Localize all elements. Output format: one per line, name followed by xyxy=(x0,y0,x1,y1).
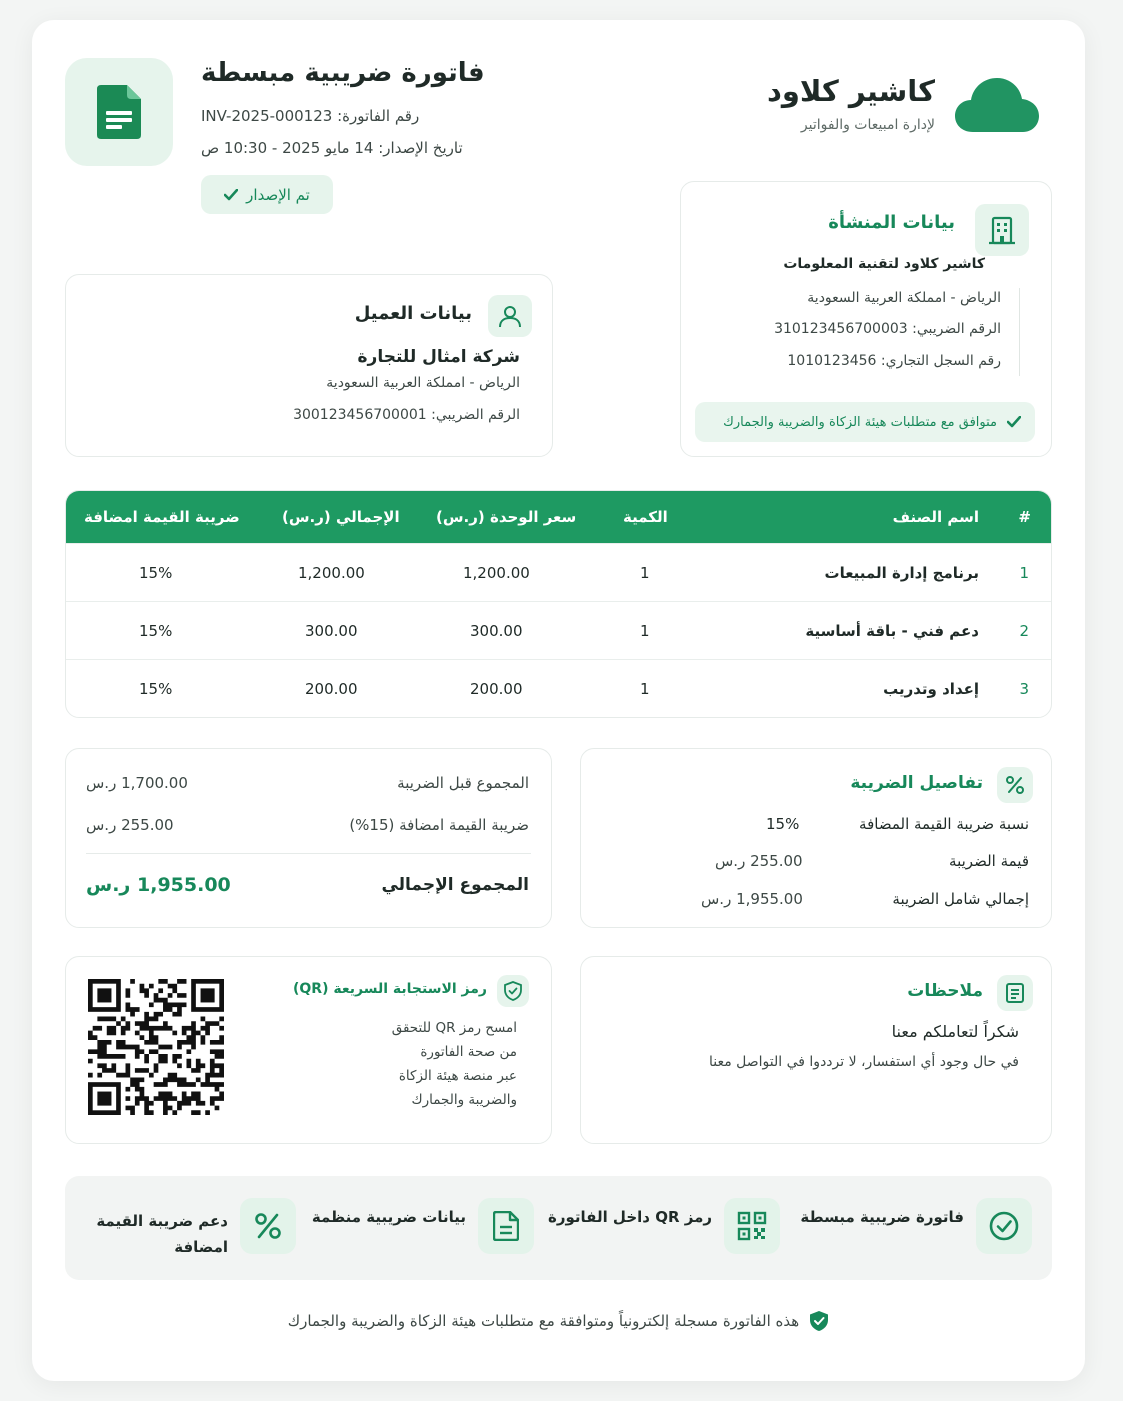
features-strip xyxy=(65,1176,1052,1280)
invoice-title: فاتورة ضريبية مبسطة xyxy=(201,58,485,88)
row-index: 2 xyxy=(1019,622,1029,640)
subtotal-label: المجموع قبل الضريبة xyxy=(397,774,529,792)
subtotal-value: 1,700.00 ر.س xyxy=(86,774,188,792)
check-circle-icon xyxy=(976,1198,1032,1254)
header-qty: الكمية xyxy=(623,508,668,526)
user-icon xyxy=(488,295,532,337)
grand-total-label: المجموع الإجمالي xyxy=(381,875,529,895)
qr-code-icon xyxy=(724,1198,780,1254)
establishment-title: بيانات المنشأة xyxy=(828,212,955,233)
row-vat: 15% xyxy=(139,680,173,698)
building-icon xyxy=(975,204,1029,256)
notes-icon xyxy=(997,975,1033,1011)
row-vat: 15% xyxy=(139,622,173,640)
customer-address: الرياض - امملكة العربية السعودية xyxy=(326,375,520,391)
invoice-number-row xyxy=(201,107,419,125)
shield-check-icon xyxy=(809,1310,829,1332)
row-qty: 1 xyxy=(640,622,650,640)
feature-label: دعم ضريبة القيمة امضافة xyxy=(96,1212,228,1256)
status-label: تم الإصدار xyxy=(246,185,310,204)
divider xyxy=(1019,288,1020,376)
invoice-date-label: تاريخ الإصدار: xyxy=(378,139,463,157)
table-row xyxy=(66,601,1051,659)
qr-line: امسح رمز QR للتحقق xyxy=(391,1020,517,1036)
row-index: 1 xyxy=(1019,564,1029,582)
invoice-number-label: رقم الفاتورة: xyxy=(337,107,420,125)
vat-value: 255.00 ر.س xyxy=(86,816,174,834)
qr-line: عبر منصة هيئة الزكاة xyxy=(398,1068,517,1084)
items-table xyxy=(65,490,1052,718)
row-total: 1,200.00 xyxy=(298,564,365,582)
row-index: 3 xyxy=(1019,680,1029,698)
customer-tax-label: الرقم الضريبي: xyxy=(431,407,520,423)
compliance-text: متوافق مع متطلبات هيئة الزكاة والضريبة والجمارك xyxy=(723,414,997,430)
qr-line: من صحة الفاتورة xyxy=(420,1044,517,1060)
footer-text: هذه الفاتورة مسجلة إلكترونياً ومتوافقة مع متطلبات هيئة الزكاة والضريبة والجمارك xyxy=(287,1312,800,1330)
grand-total-value: 1,955.00 ر.س xyxy=(86,874,231,896)
header-item: اسم الصنف xyxy=(892,508,979,526)
row-item: برنامج إدارة المبيعات xyxy=(824,564,979,582)
invoice-page xyxy=(32,20,1085,1381)
row-unit-price: 300.00 xyxy=(470,622,523,640)
establishment-card xyxy=(680,181,1052,457)
row-qty: 1 xyxy=(640,564,650,582)
establishment-name: كاشير كلاود لتقنية المعلومات xyxy=(783,256,985,272)
notes-thanks: شكراً لتعاملكم معنا xyxy=(891,1022,1019,1041)
row-item: إعداد وتدريب xyxy=(883,680,979,698)
establishment-cr-row xyxy=(787,353,1001,369)
row-total: 200.00 xyxy=(305,680,358,698)
brand-tagline: لإدارة امبيعات والفواتير xyxy=(800,117,935,133)
compliance-badge xyxy=(695,402,1035,442)
qr-card xyxy=(65,956,552,1144)
vat-rate-value: 15% xyxy=(766,815,800,833)
row-item: دعم فني - باقة أساسية xyxy=(805,622,979,640)
brand-name: كاشير كلاود xyxy=(766,74,935,108)
tax-details-title: تفاصيل الضريبة xyxy=(850,773,983,793)
establishment-tax-number: 310123456700003 xyxy=(774,321,908,337)
customer-title: بيانات العميل xyxy=(354,303,472,324)
feature-label: بيانات ضريبية منظمة xyxy=(311,1208,466,1226)
invoice-document-icon xyxy=(65,58,173,166)
row-unit-price: 1,200.00 xyxy=(463,564,530,582)
summary-card xyxy=(65,748,552,928)
customer-card xyxy=(65,274,553,457)
tax-amount-label: قيمة الضريبة xyxy=(949,852,1029,870)
check-icon xyxy=(1007,416,1021,428)
divider xyxy=(86,853,531,854)
establishment-cr-label: رقم السجل التجاري: xyxy=(880,353,1001,369)
tax-amount-value: 255.00 ر.س xyxy=(715,852,803,870)
table-row xyxy=(66,543,1051,601)
vat-label: ضريبة القيمة امضافة (15%) xyxy=(349,816,529,834)
header-index: # xyxy=(1018,508,1031,526)
vat-rate-label: نسبة ضريبة القيمة المضافة xyxy=(859,815,1029,833)
establishment-tax-row xyxy=(774,321,1001,337)
header-vat: ضريبة القيمة امضافة xyxy=(84,508,240,526)
invoice-date: 14 مايو 2025 - 10:30 ص xyxy=(201,139,374,157)
qr-line: والضريبة والجمارك xyxy=(411,1092,517,1108)
row-total: 300.00 xyxy=(305,622,358,640)
row-qty: 1 xyxy=(640,680,650,698)
document-icon xyxy=(478,1198,534,1254)
header-total: الإجمالي (ر.س) xyxy=(282,508,400,526)
table-row xyxy=(66,659,1051,717)
row-vat: 15% xyxy=(139,564,173,582)
percent-icon xyxy=(240,1198,296,1254)
invoice-number: INV-2025-000123 xyxy=(201,107,333,125)
qr-code xyxy=(88,979,224,1115)
check-icon xyxy=(224,189,238,201)
notes-card xyxy=(580,956,1052,1144)
row-unit-price: 200.00 xyxy=(470,680,523,698)
establishment-tax-label: الرقم الضريبي: xyxy=(912,321,1001,337)
total-incl-tax-value: 1,955.00 ر.س xyxy=(701,890,803,908)
customer-name: شركة امثال للتجارة xyxy=(357,347,520,367)
notes-text: في حال وجود أي استفسار، لا ترددوا في التواصل معنا xyxy=(708,1054,1019,1070)
header-unit-price: سعر الوحدة (ر.س) xyxy=(436,508,577,526)
footer xyxy=(32,1310,1085,1332)
feature-label: فاتورة ضريبية مبسطة xyxy=(800,1208,964,1226)
invoice-date-row xyxy=(201,139,463,157)
establishment-address: الرياض - امملكة العربية السعودية xyxy=(807,290,1001,306)
cloud-logo-icon xyxy=(955,76,1039,134)
feature-label: رمز QR داخل الفاتورة xyxy=(547,1208,712,1226)
customer-tax-number: 300123456700001 xyxy=(293,407,427,423)
total-incl-tax-label: إجمالي شامل الضريبة xyxy=(892,890,1029,908)
shield-icon xyxy=(497,975,529,1007)
notes-title: ملاحظات xyxy=(907,981,983,1001)
qr-title: رمز الاستجابة السريعة (QR) xyxy=(292,981,487,997)
table-header xyxy=(66,491,1051,543)
establishment-cr-number: 1010123456 xyxy=(787,353,877,369)
status-badge xyxy=(201,175,333,214)
customer-tax-row xyxy=(293,407,520,423)
tax-details-card xyxy=(580,748,1052,928)
percent-icon xyxy=(997,767,1033,803)
